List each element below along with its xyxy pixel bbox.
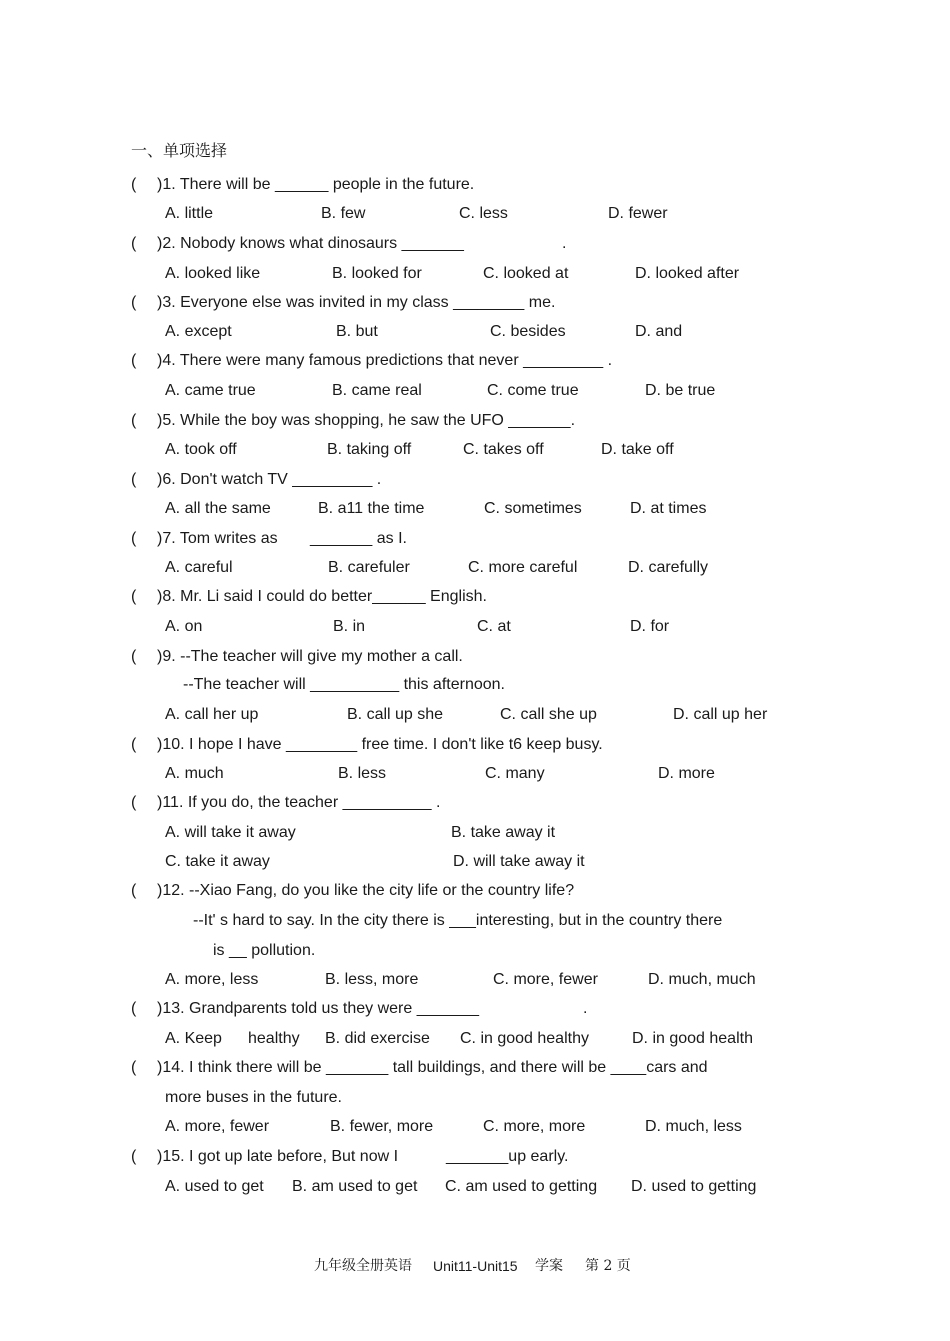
- option-b: B. in: [333, 618, 366, 635]
- answer-paren[interactable]: (: [131, 882, 137, 899]
- answer-paren[interactable]: (: [131, 1059, 137, 1076]
- option-a: A. will take it away: [165, 824, 296, 841]
- answer-paren[interactable]: (: [131, 1000, 137, 1017]
- option-b: B. but: [336, 323, 378, 340]
- option-c: C. in good healthy: [460, 1030, 589, 1047]
- answer-paren[interactable]: (: [131, 1148, 137, 1165]
- answer-paren[interactable]: (: [131, 176, 137, 193]
- option-c: C. at: [477, 618, 511, 635]
- option-d: D. call up her: [673, 706, 768, 723]
- option-d: D. at times: [630, 500, 707, 517]
- option-a: A. Keep: [165, 1030, 222, 1047]
- question-stem-tail: .: [583, 1000, 588, 1017]
- answer-paren[interactable]: (: [131, 471, 137, 488]
- question-stem-line2: --It' s hard to say. In the city there is ___interesting, but in the country there: [193, 912, 723, 929]
- question-stem-tail: _______ as I.: [310, 530, 407, 547]
- option-a: A. call her up: [165, 706, 259, 723]
- option-a: A. except: [165, 323, 232, 340]
- option-b: B. came real: [332, 382, 422, 399]
- option-a: A. more, fewer: [165, 1118, 270, 1135]
- option-a: A. on: [165, 618, 203, 635]
- option-a: A. careful: [165, 559, 233, 576]
- page-number: 第 2 页: [585, 1258, 631, 1274]
- answer-paren[interactable]: (: [131, 294, 137, 311]
- option-a: A. took off: [165, 441, 237, 458]
- option-d: D. carefully: [628, 559, 709, 576]
- option-b: B. call up she: [347, 706, 444, 723]
- question-stem: )14. I think there will be _______ tall buildings, and there will be ____cars and: [157, 1059, 708, 1076]
- option-b: B. am used to get: [292, 1178, 418, 1195]
- option-c: C. more careful: [468, 559, 578, 576]
- option-b: B. less: [338, 765, 387, 782]
- question-stem: )12. --Xiao Fang, do you like the city life or the country life?: [157, 882, 575, 899]
- option-a: A. used to get: [165, 1178, 264, 1195]
- option-c: C. more, fewer: [493, 971, 598, 988]
- question-stem: )10. I hope I have ________ free time. I don't like t6 keep busy.: [157, 736, 603, 753]
- footer-text: 九年级全册英语: [314, 1258, 412, 1274]
- option-c: C. many: [485, 765, 545, 782]
- answer-paren[interactable]: (: [131, 648, 137, 665]
- option-d: D. more: [658, 765, 715, 782]
- option-b: B. taking off: [327, 441, 412, 458]
- question-stem: )5. While the boy was shopping, he saw the UFO _______.: [157, 412, 576, 429]
- question-stem: )13. Grandparents told us they were _______: [157, 1000, 479, 1017]
- question-stem: )8. Mr. Li said I could do better______ English.: [157, 588, 487, 605]
- option-b: B. did exercise: [325, 1030, 430, 1047]
- question-stem: )2. Nobody knows what dinosaurs _______: [157, 235, 464, 252]
- option-d: D. be true: [645, 382, 716, 399]
- option-a: A. more, less: [165, 971, 259, 988]
- question-stem: )4. There were many famous predictions that never _________ .: [157, 352, 613, 369]
- option-a: A. looked like: [165, 265, 261, 282]
- answer-paren[interactable]: (: [131, 352, 137, 369]
- footer-unit: Unit11-Unit15: [433, 1258, 518, 1274]
- option-d: D. take off: [601, 441, 674, 458]
- option-a-cont: healthy: [248, 1030, 300, 1047]
- option-a: A. much: [165, 765, 224, 782]
- option-d: D. much, much: [648, 971, 756, 988]
- question-stem: )15. I got up late before, But now I: [157, 1148, 399, 1165]
- answer-paren[interactable]: (: [131, 588, 137, 605]
- answer-paren[interactable]: (: [131, 235, 137, 252]
- question-stem: )3. Everyone else was invited in my class ________ me.: [157, 294, 556, 311]
- question-stem-line2: --The teacher will __________ this afternoon.: [183, 676, 505, 693]
- section-title: 一、单项选择: [131, 141, 228, 160]
- option-d: D. will take away it: [453, 853, 585, 870]
- question-stem-tail: _______up early.: [446, 1148, 569, 1165]
- question-stem: )6. Don't watch TV _________ .: [157, 471, 382, 488]
- question-stem: )7. Tom writes as: [157, 530, 278, 547]
- option-a: A. little: [165, 205, 214, 222]
- question-stem: )9. --The teacher will give my mother a call.: [157, 648, 463, 665]
- option-b: B. looked for: [332, 265, 422, 282]
- option-c: C. come true: [487, 382, 579, 399]
- option-c: C. less: [459, 205, 508, 222]
- option-d: D. fewer: [608, 205, 668, 222]
- option-b: B. take away it: [451, 824, 556, 841]
- option-c: C. more, more: [483, 1118, 586, 1135]
- option-b: B. less, more: [325, 971, 419, 988]
- option-d: D. looked after: [635, 265, 740, 282]
- option-b: B. fewer, more: [330, 1118, 434, 1135]
- option-d: D. for: [630, 618, 670, 635]
- answer-paren[interactable]: (: [131, 412, 137, 429]
- answer-paren[interactable]: (: [131, 794, 137, 811]
- question-stem: )1. There will be ______ people in the future.: [157, 176, 475, 193]
- option-b: B. few: [321, 205, 366, 222]
- option-c: C. besides: [490, 323, 566, 340]
- option-a: A. all the same: [165, 500, 271, 517]
- option-c: C. call she up: [500, 706, 597, 723]
- option-c: C. take it away: [165, 853, 270, 870]
- answer-paren[interactable]: (: [131, 530, 137, 547]
- option-d: D. and: [635, 323, 683, 340]
- option-b: B. a11 the time: [318, 500, 425, 517]
- option-c: C. sometimes: [484, 500, 582, 517]
- option-c: C. am used to getting: [445, 1178, 598, 1195]
- footer-label: 学案: [535, 1258, 563, 1274]
- option-b: B. carefuler: [328, 559, 410, 576]
- question-stem-line2: more buses in the future.: [165, 1089, 342, 1106]
- question-stem-tail: .: [562, 235, 567, 252]
- option-d: D. used to getting: [631, 1178, 757, 1195]
- question-stem: )11. If you do, the teacher __________ .: [157, 794, 441, 811]
- option-a: A. came true: [165, 382, 256, 399]
- answer-paren[interactable]: (: [131, 736, 137, 753]
- option-c: C. takes off: [463, 441, 544, 458]
- question-stem-line3: is __ pollution.: [213, 942, 316, 959]
- option-c: C. looked at: [483, 265, 569, 282]
- option-d: D. much, less: [645, 1118, 742, 1135]
- option-d: D. in good health: [632, 1030, 753, 1047]
